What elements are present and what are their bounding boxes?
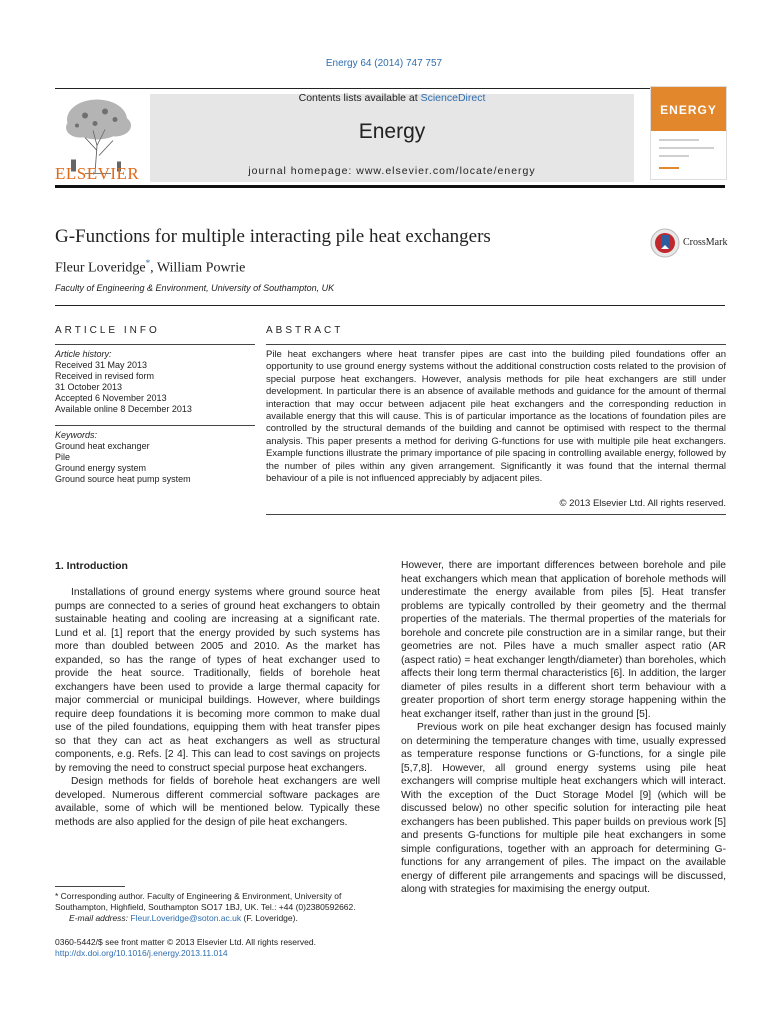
doi-link[interactable]: http://dx.doi.org/10.1016/j.energy.2013.11.014: [55, 948, 228, 958]
journal-citation[interactable]: Energy 64 (2014) 747 757: [325, 58, 443, 69]
title-divider: [55, 305, 725, 306]
author-name: , William Powrie: [150, 260, 246, 276]
body-column-left: [55, 586, 380, 829]
body-paragraph: Design methods for fields of borehole heat exchangers are well developed. Numerous different commercial software packages are available, some of which will be mentioned below. Typically these methods are also applied for the design of pile heat exchangers.: [55, 776, 380, 828]
issn-line: 0360-5442/$ see front matter © 2013 Elsevier Ltd. All rights reserved.: [55, 937, 316, 947]
abstract-copyright: © 2013 Elsevier Ltd. All rights reserved.: [559, 498, 726, 509]
footnote-rule: [55, 886, 125, 887]
history-item: Available online 8 December 2013: [55, 404, 192, 414]
history-item: Received 31 May 2013: [55, 360, 148, 370]
section-heading-introduction: 1. Introduction: [55, 560, 128, 572]
corresponding-author-mark[interactable]: *: [145, 258, 151, 268]
keyword: Ground source heat pump system: [55, 474, 191, 484]
keyword: Ground heat exchanger: [55, 441, 150, 451]
journal-cover-image: [650, 86, 727, 180]
journal-title: Energy: [358, 120, 426, 143]
keyword: Pile: [55, 452, 71, 462]
contents-prefix: Contents lists available at: [298, 92, 421, 104]
history-item: Received in revised form: [55, 371, 155, 381]
paper-title: G-Functions for multiple interacting pile heat exchangers: [55, 226, 491, 247]
email-line: [55, 913, 380, 924]
affiliation: Faculty of Engineering & Environment, University of Southampton, UK: [55, 283, 335, 293]
article-info-heading: ARTICLE INFO: [55, 325, 160, 336]
issn-block: [55, 937, 316, 959]
email-label: E-mail address:: [69, 913, 131, 923]
abstract-heading: ABSTRACT: [266, 325, 344, 336]
sciencedirect-link[interactable]: ScienceDirect: [420, 92, 486, 104]
header-top-rule: [55, 88, 725, 89]
email-suffix: (F. Loveridge).: [241, 913, 298, 923]
history-item: 31 October 2013: [55, 382, 123, 392]
corresponding-author-footnote: [55, 891, 380, 924]
crossmark-label[interactable]: CrossMark: [683, 237, 728, 248]
body-paragraph: Previous work on pile heat exchanger design has focused mainly on determining the temperature changes with time, usually expressed as temperature response functions or G-functions, for a single pile [5,7,8]. However, all ground energy systems using pile heat exchangers will comprise multiple heat exchangers which will interact. With the exception of the Duct Storage Model [9] (which will be discussed below) no other specific solution for interacting pile heat exchangers has been published. This paper builds on previous work [5] and presents G-functions for multiple pile heat exchangers in some simple configurations, together with an approach for determining G-functions for any arrangement of piles. The impact on the available energy of different pile arrangements and spacings will be discussed, along with strategies for maximising the energy output.: [401, 722, 726, 895]
abstract-text: Pile heat exchangers where heat transfer pipes are cast into the building piled foundations offer an opportunity to use ground energy systems without the additional construction costs related to the provision of special purpose heat exchangers. However, analysis methods for pile heat exchangers are still under development. In particular there is an absence of available methods and guidance for the amount of thermal interaction that may occur between adjacent pile heat exchangers and the corresponding reduction in available energy that this will cause. This is of particular importance as the locations of foundation piles are controlled by the structural demands of the building and cannot be optimised with respect to the thermal analysis. This paper presents a method for deriving G-functions for use with multiple pile heat exchangers. Example functions illustrate the primary importance of pile spacing in controlling available energy, followed by the number of piles within any given arrangement. Significantly it was found that the internal thermal behaviour of a pile is not influenced appreciably by adjacent piles.: [266, 349, 726, 485]
body-paragraph: However, there are important differences between borehole and pile heat exchangers which mean that application of borehole methods will underestimate the energy available from piles [5]. Heat transfer problems are typically controlled by their geometry and the thermal properties of the materials. The thermal properties of the materials for borehole and concrete pile construction are in a similar range, but their geometries are not. Piles have a much smaller aspect ratio (AR (aspect ratio) = heat exchanger length/diameter) than boreholes, which affects their long term thermal characteristics [6]. In addition, the larger diameter of piles results in a different short term behaviour with a greater proportion of short term energy storage happening within the heat exchanger itself, rather than just in the ground [5].: [401, 560, 726, 720]
journal-homepage[interactable]: journal homepage: www.elsevier.com/locate/energy: [248, 165, 536, 177]
elsevier-wordmark: ELSEVIER: [55, 164, 140, 183]
body-paragraph: Installations of ground energy systems where ground source heat pumps are connected to a series of ground heat exchangers to obtain sustainable heating and cooling are increasing at a significant rate. Lund et al. [1] report that the energy provided by such systems has more than doubled between 2005 and 2010. As the market has expanded, so has the range of types of heat exchanger used to provide the heat source. Traditionally, fields of borehole heat exchangers have been used to provide a large thermal capacity for major commercial or municipal buildings. However, where buildings require deep foundations it is becoming more common to make dual use of the piled foundations, equipping them with heat transfer pipes so that they can act as heat exchangers as well as structural components, e.g. Refs. [2 4]. This can lead to cost savings on projects by removing the need to construct special purpose heat exchangers.: [55, 587, 380, 774]
email-link[interactable]: Fleur.Loveridge@soton.ac.uk: [130, 913, 242, 923]
crossmark-icon[interactable]: [650, 228, 680, 258]
article-history: [55, 349, 255, 415]
footnote-text: * Corresponding author. Faculty of Engineering & Environment, University of Southampton, Highfield, Southampton SO17 1BJ, UK. Tel.: +44 (0)2380592662.: [55, 891, 356, 912]
history-label: Article history:: [55, 349, 112, 359]
author-name: Fleur Loveridge: [55, 260, 146, 276]
header-bottom-rule: [55, 185, 725, 188]
history-item: Accepted 6 November 2013: [55, 393, 167, 403]
contents-availability: [150, 92, 634, 104]
keywords-block: [55, 430, 255, 485]
body-column-right: [401, 559, 726, 897]
cover-title: ENERGY: [660, 103, 717, 117]
author-list: [55, 258, 245, 277]
keywords-label: Keywords:: [55, 430, 98, 440]
keyword: Ground energy system: [55, 463, 147, 473]
